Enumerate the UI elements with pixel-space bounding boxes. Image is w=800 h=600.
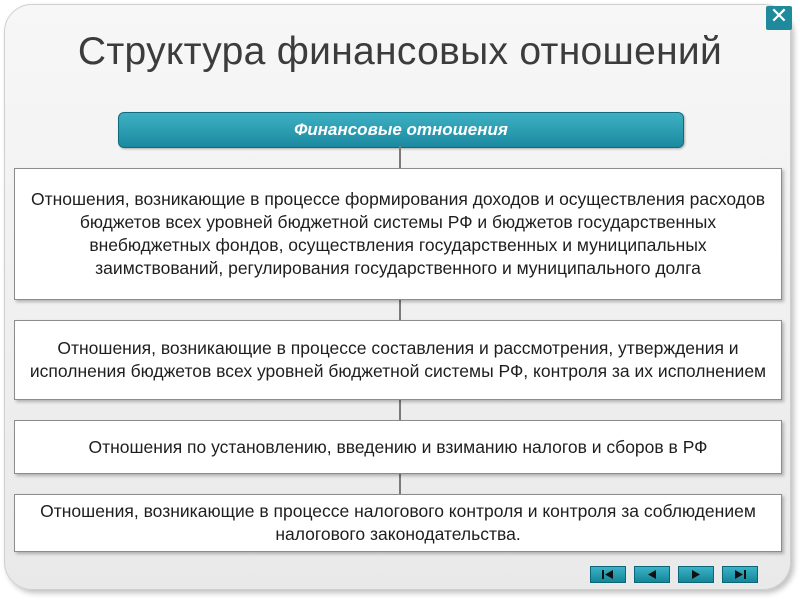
previous-slide-button[interactable] [634, 566, 670, 583]
previous-slide-icon [635, 567, 669, 582]
close-button[interactable]: ✕ [766, 6, 792, 30]
diagram-item-box [14, 494, 782, 552]
diagram-item-box [14, 320, 782, 400]
last-slide-icon [723, 567, 757, 582]
connector-line [399, 474, 401, 494]
diagram-item-text: Отношения, возникающие в процессе составления и рассмотрения, утверждения и исполнения бюджетов всех уровней бюджетной системы РФ, контроля за их исполнением [29, 338, 767, 381]
first-slide-icon [591, 567, 625, 582]
connector-line [399, 400, 401, 420]
diagram-item-box [14, 420, 782, 474]
last-slide-button[interactable] [722, 566, 758, 583]
connector-line [399, 146, 401, 169]
next-slide-button[interactable] [678, 566, 714, 583]
diagram-root-box: Финансовые отношения [118, 112, 684, 148]
diagram-item-text: Отношения, возникающие в процессе налогового контроля и контроля за соблюдением налогового законодательства. [40, 501, 756, 544]
connector-line [399, 300, 401, 320]
diagram-item-text: Отношения по установлению, введению и взиманию налогов и сборов в РФ [88, 436, 708, 457]
next-slide-icon [679, 567, 713, 582]
slide-title: Структура финансовых отношений [77, 30, 723, 73]
diagram-item-text: Отношения, возникающие в процессе формирования доходов и осуществления расходов бюджетов всех уровней бюджетной системы РФ и бюджетов государственных внебюджетных фондов, осуществления государственных и муниципальных заимствований, регулирования государственного и муниципального долга [30, 189, 765, 278]
first-slide-button[interactable] [590, 566, 626, 583]
diagram-item-box [14, 168, 782, 300]
